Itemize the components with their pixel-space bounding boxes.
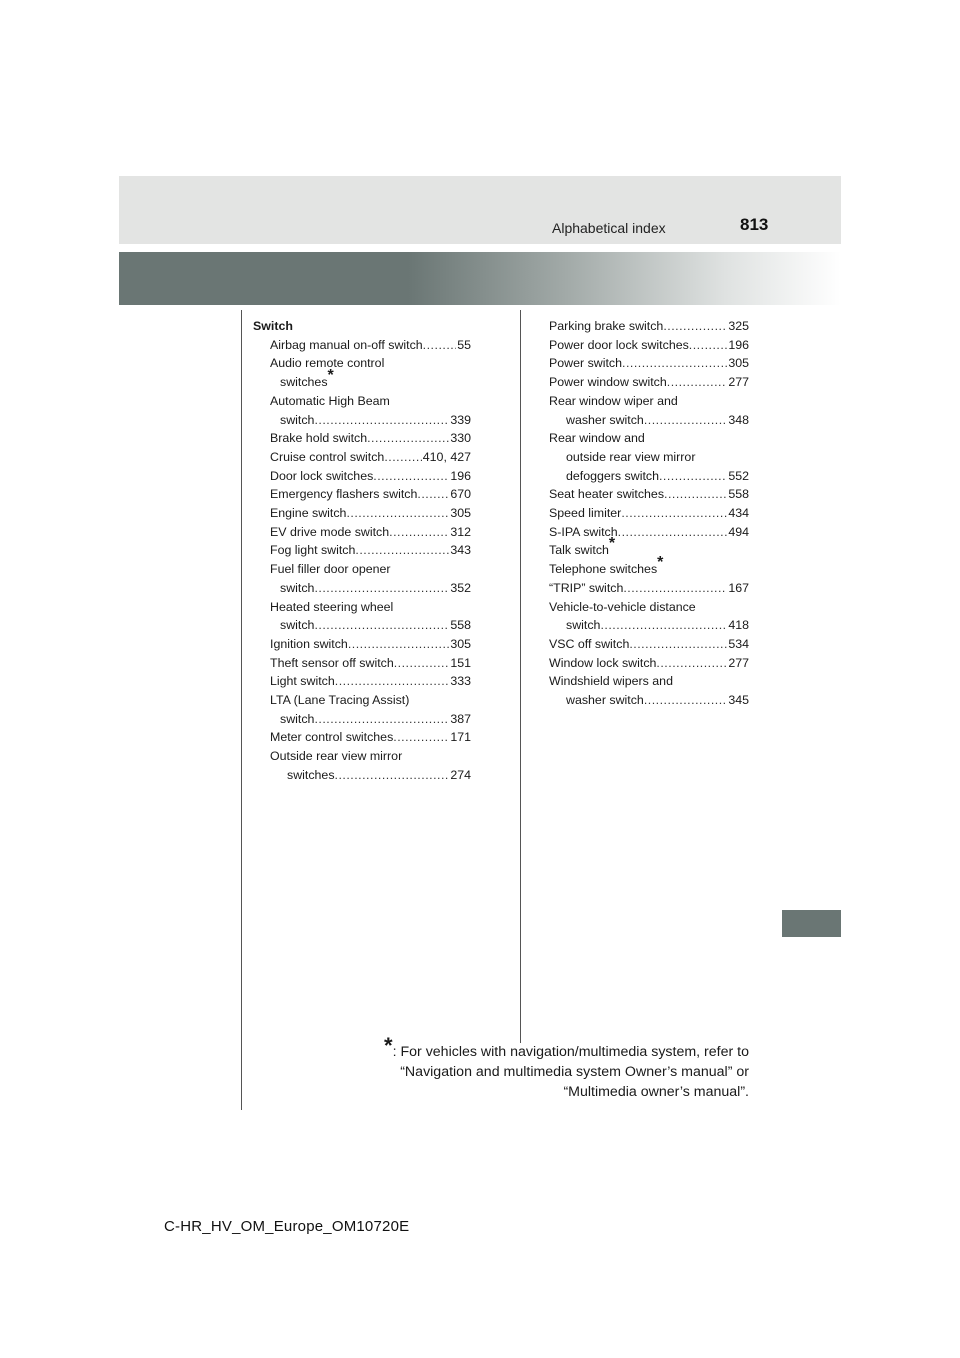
index-term: Emergency flashers switch <box>270 487 418 502</box>
index-entry-line <box>253 691 471 710</box>
dot-leader <box>621 504 727 523</box>
index-entry-line <box>253 467 471 486</box>
dot-leader <box>656 654 727 673</box>
chapter-tab <box>782 910 841 937</box>
index-term: Meter control switches <box>270 730 394 745</box>
index-page: 558 <box>728 487 749 502</box>
index-page: 274 <box>450 767 471 782</box>
index-term: Theft sensor off switch <box>270 655 394 670</box>
index-term: LTA (Lane Tracing Assist) <box>270 693 410 708</box>
index-term: Light switch <box>270 674 335 689</box>
index-entry-line <box>253 523 471 542</box>
index-page: 196 <box>450 468 471 483</box>
index-page: 325 <box>728 319 749 333</box>
index-entry-line <box>253 354 471 373</box>
index-page: 196 <box>728 337 749 352</box>
index-entry-line <box>549 373 749 392</box>
dot-leader <box>373 467 449 486</box>
index-entry-line <box>549 598 749 617</box>
index-entry-line <box>253 672 471 691</box>
index-term: switch <box>280 618 315 633</box>
dot-leader <box>367 429 449 448</box>
index-page: 558 <box>450 618 471 633</box>
index-page: 339 <box>450 412 471 427</box>
index-term: switches <box>280 375 328 390</box>
index-entry-line <box>253 504 471 523</box>
index-entry-line <box>549 579 749 598</box>
index-page: 277 <box>728 375 749 390</box>
index-page: 434 <box>728 506 749 521</box>
index-term: Brake hold switch <box>270 431 368 446</box>
index-page: 305 <box>450 506 471 521</box>
index-term: “TRIP” switch <box>549 580 624 595</box>
index-term: Fuel filler door opener <box>270 562 391 577</box>
index-term: Fog light switch <box>270 543 356 558</box>
dot-leader <box>417 485 449 504</box>
section-title: Alphabetical index <box>552 220 666 236</box>
dot-leader <box>335 672 450 691</box>
left-divider <box>241 310 242 1110</box>
dot-leader <box>389 523 449 542</box>
index-list-left <box>253 336 471 785</box>
index-term: Talk switch <box>549 543 609 558</box>
index-entry-line <box>253 579 471 598</box>
index-page: 348 <box>728 412 749 427</box>
index-entry-line <box>253 710 471 729</box>
index-entry-line <box>253 616 471 635</box>
index-entry-line <box>549 392 749 411</box>
dot-leader <box>346 504 449 523</box>
page-number: 813 <box>740 215 769 234</box>
index-term: Window lock switch <box>549 655 657 670</box>
dot-leader <box>314 411 449 430</box>
index-entry-line <box>253 411 471 430</box>
dot-leader <box>394 654 450 673</box>
dot-leader <box>644 691 728 710</box>
index-page: 343 <box>450 543 471 558</box>
index-term: Windshield wipers and <box>549 674 673 689</box>
index-page: 352 <box>450 580 471 595</box>
index-term: switch <box>280 711 315 726</box>
footnote-marker: * <box>608 535 616 553</box>
index-term: switch <box>280 580 315 595</box>
index-page: 410, 427 <box>422 449 471 464</box>
index-term: Power switch <box>549 356 622 371</box>
index-term: Heated steering wheel <box>270 599 394 614</box>
index-term: defoggers switch <box>566 468 659 483</box>
index-list-right <box>549 317 749 710</box>
index-entry-line <box>549 336 749 355</box>
index-column-left <box>253 317 471 785</box>
dot-leader <box>393 728 449 747</box>
document-code: C-HR_HV_OM_Europe_OM10720E <box>164 1218 410 1235</box>
index-term: outside rear view mirror <box>566 449 696 464</box>
index-entry-line <box>549 354 749 373</box>
index-entry-line <box>253 598 471 617</box>
index-term: Automatic High Beam <box>270 393 390 408</box>
index-entry-line <box>253 766 471 785</box>
dot-leader <box>384 448 421 467</box>
index-entry-line <box>549 654 749 673</box>
dot-leader <box>600 616 727 635</box>
footnote-marker: * <box>657 554 664 572</box>
index-heading: Switch <box>253 319 293 333</box>
dot-leader <box>314 710 449 729</box>
dot-leader <box>667 373 728 392</box>
column-divider <box>520 310 521 1043</box>
index-term: Audio remote control <box>270 356 385 371</box>
index-entry-line <box>549 467 749 486</box>
index-entry-line <box>549 635 749 654</box>
footnote <box>300 1033 749 1102</box>
header-band <box>119 176 841 244</box>
index-page: 55 <box>457 337 471 352</box>
index-entry-line <box>253 541 471 560</box>
index-entry-line <box>253 747 471 766</box>
index-entry-line <box>253 367 471 392</box>
index-page: 534 <box>728 636 749 651</box>
index-term: Power window switch <box>549 375 667 390</box>
index-page: 670 <box>450 487 471 502</box>
index-term: Door lock switches <box>270 468 374 483</box>
index-entry-line <box>253 448 471 467</box>
footnote-marker: * <box>327 367 334 385</box>
index-term: washer switch <box>566 693 644 708</box>
index-page: 345 <box>728 693 749 708</box>
index-entry-line <box>549 448 749 467</box>
index-column-right <box>549 317 749 710</box>
index-term: EV drive mode switch <box>270 524 390 539</box>
index-term: Airbag manual on-off switch <box>270 337 423 352</box>
index-term: Rear window wiper and <box>549 393 678 408</box>
index-page: 305 <box>728 356 749 371</box>
index-entry-line <box>549 504 749 523</box>
dot-leader <box>314 616 449 635</box>
dot-leader <box>423 336 457 355</box>
index-entry-line <box>549 411 749 430</box>
footnote-line-1: : For vehicles with navigation/multimedia system, refer to <box>392 1044 749 1060</box>
index-term: Vehicle-to-vehicle distance <box>549 599 696 614</box>
index-page: 387 <box>450 711 471 726</box>
index-term: VSC off switch <box>549 636 630 651</box>
index-page: 151 <box>450 655 471 670</box>
dot-leader <box>629 635 727 654</box>
index-entry-line <box>253 560 471 579</box>
index-entry-line <box>253 485 471 504</box>
index-page: 330 <box>450 431 471 446</box>
index-term: Ignition switch <box>270 636 348 651</box>
dot-leader <box>355 541 449 560</box>
index-entry-line <box>549 691 749 710</box>
index-entry-line <box>549 317 749 336</box>
index-entry-line <box>253 336 471 355</box>
dot-leader <box>659 467 727 486</box>
index-term: Telephone switches <box>549 562 658 577</box>
index-entry-line <box>549 535 749 560</box>
index-page: 167 <box>728 580 749 595</box>
index-entry-line <box>253 635 471 654</box>
footnote-star: * <box>384 1033 393 1058</box>
index-entry-line <box>549 485 749 504</box>
index-page: 418 <box>728 618 749 633</box>
index-page: 494 <box>728 524 749 539</box>
index-entry-line <box>549 429 749 448</box>
index-term: Outside rear view mirror <box>270 749 403 764</box>
index-term: switch <box>566 618 601 633</box>
index-entry-line <box>549 554 749 579</box>
index-page: 305 <box>450 636 471 651</box>
index-term: Engine switch <box>270 506 347 521</box>
index-term: Parking brake switch <box>549 319 664 333</box>
index-term: S-IPA switch <box>549 524 618 539</box>
index-entry-line <box>549 672 749 691</box>
index-page: 277 <box>728 655 749 670</box>
index-entry-line <box>253 392 471 411</box>
index-page: 552 <box>728 468 749 483</box>
index-entry-line <box>549 616 749 635</box>
index-term: Power door lock switches <box>549 337 689 352</box>
index-entry-line <box>253 429 471 448</box>
dot-leader <box>623 579 727 598</box>
footnote-line-3: “Multimedia owner’s manual”. <box>563 1084 749 1100</box>
dot-leader <box>335 766 450 785</box>
index-term: switches <box>287 767 335 782</box>
index-term: Speed limiter <box>549 506 622 521</box>
header-gradient-bar <box>119 252 841 305</box>
index-page: 312 <box>450 524 471 539</box>
dot-leader <box>644 411 728 430</box>
dot-leader <box>622 354 727 373</box>
footnote-line-2: “Navigation and multimedia system Owner’s manual” or <box>400 1064 749 1080</box>
index-term: switch <box>280 412 315 427</box>
index-page: 171 <box>450 730 471 745</box>
dot-leader <box>664 485 727 504</box>
dot-leader <box>348 635 449 654</box>
dot-leader <box>663 317 727 336</box>
dot-leader <box>689 336 728 355</box>
index-term: Cruise control switch <box>270 449 385 464</box>
dot-leader <box>618 523 728 542</box>
index-page: 333 <box>450 674 471 689</box>
dot-leader <box>314 579 449 598</box>
index-entry-line <box>253 728 471 747</box>
index-entry-line <box>549 523 749 542</box>
index-term: Rear window and <box>549 431 645 446</box>
index-term: Seat heater switches <box>549 487 665 502</box>
index-entry-line <box>253 654 471 673</box>
index-term: washer switch <box>566 412 644 427</box>
